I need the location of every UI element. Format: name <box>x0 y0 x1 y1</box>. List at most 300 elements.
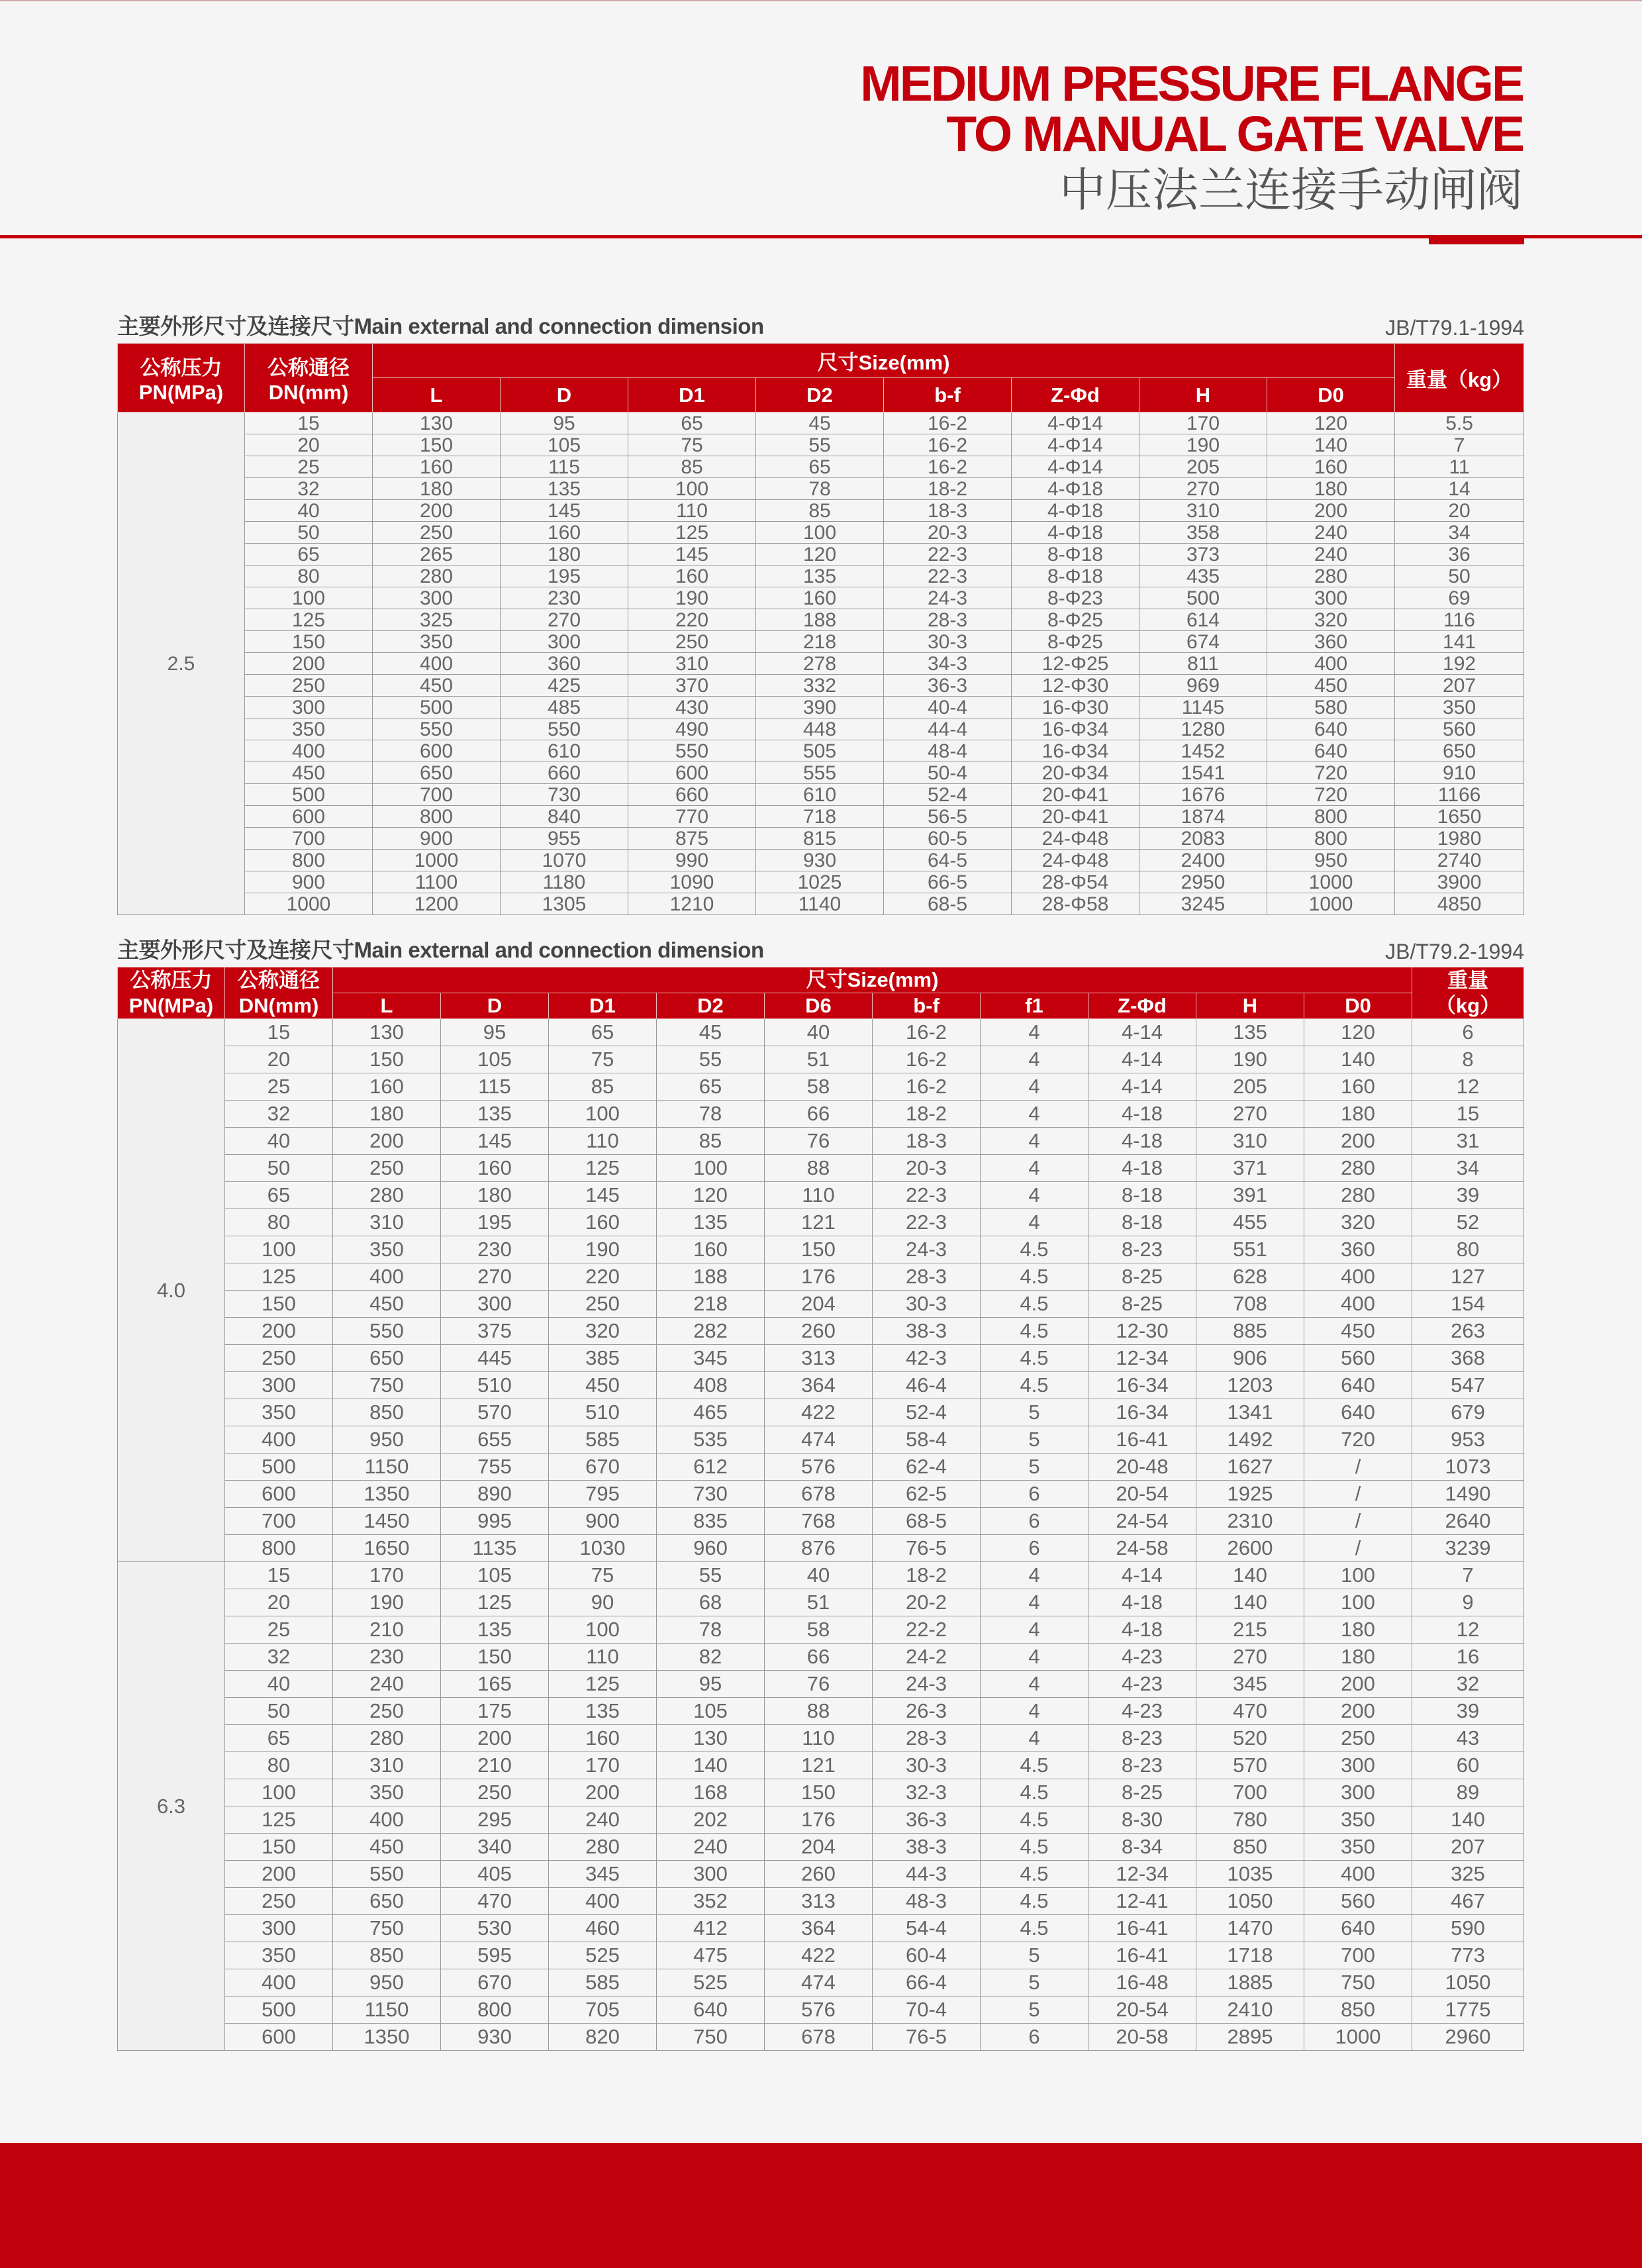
dimension-cell: 220 <box>549 1263 657 1291</box>
dimension-cell: 4-Φ14 <box>1012 413 1139 434</box>
table-row <box>118 1372 1524 1399</box>
dimension-cell: 85 <box>657 1128 765 1155</box>
dimension-cell: 150 <box>765 1779 873 1806</box>
dimension-cell: 500 <box>1139 587 1267 609</box>
dimension-cell: 240 <box>1267 544 1395 566</box>
dimension-cell: 55 <box>756 434 884 456</box>
weight-cell: 590 <box>1412 1915 1524 1942</box>
dimension-cell: 708 <box>1196 1291 1304 1318</box>
dimension-cell: 4-18 <box>1088 1101 1196 1128</box>
dimension-cell: 38-3 <box>873 1834 981 1861</box>
dimension-cell: 2600 <box>1196 1535 1304 1562</box>
dn-cell: 15 <box>225 1019 333 1046</box>
dimension-cell: 310 <box>1139 500 1267 522</box>
dimension-cell: 2895 <box>1196 2024 1304 2051</box>
dimension-cell: 3245 <box>1139 893 1267 915</box>
table-row <box>118 1236 1524 1263</box>
dimension-cell: 150 <box>373 434 501 456</box>
dimension-cell: 400 <box>333 1806 441 1834</box>
dimension-cell: 16-Φ34 <box>1012 718 1139 740</box>
table-row <box>118 1454 1524 1481</box>
dimension-cell: 960 <box>657 1535 765 1562</box>
dimension-cell: 190 <box>1139 434 1267 456</box>
dimension-cell: 1650 <box>333 1535 441 1562</box>
dn-cell: 25 <box>225 1073 333 1101</box>
dimension-cell: 1885 <box>1196 1969 1304 1997</box>
dimension-cell: 340 <box>441 1834 549 1861</box>
pressure-cell: 2.5 <box>118 413 245 915</box>
weight-cell: 16 <box>1412 1644 1524 1671</box>
dimension-cell: 200 <box>1304 1671 1412 1698</box>
dn-cell: 100 <box>225 1779 333 1806</box>
dimension-cell: 820 <box>549 2024 657 2051</box>
dimension-cell: 5 <box>981 1399 1088 1426</box>
dimension-cell: 135 <box>441 1616 549 1644</box>
dn-cell: 100 <box>245 587 373 609</box>
dimension-cell: 66 <box>765 1101 873 1128</box>
weight-cell: 5.5 <box>1395 413 1524 434</box>
dimension-cell: 18-3 <box>873 1128 981 1155</box>
dimension-cell: 18-3 <box>884 500 1012 522</box>
dimension-cell: 22-3 <box>873 1182 981 1209</box>
weight-cell: 116 <box>1395 609 1524 631</box>
dimension-cell: 280 <box>333 1725 441 1752</box>
weight-cell: 12 <box>1412 1616 1524 1644</box>
weight-cell: 20 <box>1395 500 1524 522</box>
dimension-cell: 180 <box>1304 1616 1412 1644</box>
dimension-cell: 34-3 <box>884 653 1012 675</box>
weight-cell: 1073 <box>1412 1454 1524 1481</box>
dimension-cell: 160 <box>756 587 884 609</box>
dimension-cell: 1203 <box>1196 1372 1304 1399</box>
table-row <box>118 1589 1524 1616</box>
dimension-cell: 140 <box>1196 1562 1304 1589</box>
dimension-cell: 100 <box>628 478 756 500</box>
dimension-cell: 332 <box>756 675 884 697</box>
dimension-cell: 310 <box>628 653 756 675</box>
table-row <box>118 1481 1524 1508</box>
dimension-cell: 28-3 <box>873 1725 981 1752</box>
weight-cell: 8 <box>1412 1046 1524 1073</box>
table-row <box>118 1155 1524 1182</box>
dimension-cell: 130 <box>657 1725 765 1752</box>
column-header: D6 <box>765 993 873 1019</box>
dimension-cell: 4 <box>981 1589 1088 1616</box>
table-row <box>118 1291 1524 1318</box>
weight-cell: 9 <box>1412 1589 1524 1616</box>
dimension-cell: 20-Φ41 <box>1012 806 1139 828</box>
dimension-cell: 260 <box>765 1861 873 1888</box>
weight-cell: 1980 <box>1395 828 1524 850</box>
dn-cell: 900 <box>245 871 373 893</box>
dimension-cell: 412 <box>657 1915 765 1942</box>
dn-cell: 600 <box>245 806 373 828</box>
dimension-cell: 600 <box>628 762 756 784</box>
pressure-cell: 6.3 <box>118 1562 225 2051</box>
dimension-cell: 352 <box>657 1888 765 1915</box>
dimension-cell: 65 <box>756 456 884 478</box>
column-header: D0 <box>1267 378 1395 413</box>
dimension-cell: 720 <box>1267 762 1395 784</box>
dn-cell: 200 <box>245 653 373 675</box>
dimension-cell: 200 <box>1267 500 1395 522</box>
dimension-cell: 160 <box>1267 456 1395 478</box>
dimension-cell: 475 <box>657 1942 765 1969</box>
dimension-cell: 60-5 <box>884 828 1012 850</box>
dimension-cell: 295 <box>441 1806 549 1834</box>
weight-cell: 39 <box>1412 1698 1524 1725</box>
dimension-cell: 4 <box>981 1046 1088 1073</box>
weight-cell: 368 <box>1412 1345 1524 1372</box>
table-row <box>118 697 1524 718</box>
dimension-cell: 500 <box>373 697 501 718</box>
dimension-cell: 160 <box>441 1155 549 1182</box>
dimension-cell: 811 <box>1139 653 1267 675</box>
dimension-cell: 20-2 <box>873 1589 981 1616</box>
header-dn <box>245 344 373 413</box>
dimension-cell: 26-3 <box>873 1698 981 1725</box>
dimension-cell: 875 <box>628 828 756 850</box>
dimension-cell: 180 <box>373 478 501 500</box>
dimension-cell: 345 <box>657 1345 765 1372</box>
dimension-cell: 6 <box>981 1508 1088 1535</box>
dimension-cell: 95 <box>501 413 628 434</box>
table-row <box>118 1209 1524 1236</box>
column-header: H <box>1139 378 1267 413</box>
dimension-cell: 85 <box>756 500 884 522</box>
column-header: b-f <box>873 993 981 1019</box>
column-header: D1 <box>549 993 657 1019</box>
dimension-cell: 4-14 <box>1088 1019 1196 1046</box>
table-row <box>118 1399 1524 1426</box>
dimension-cell: 16-48 <box>1088 1969 1196 1997</box>
dimension-cell: 700 <box>373 784 501 806</box>
dimension-cell: 30-3 <box>873 1291 981 1318</box>
dimension-cell: 8-25 <box>1088 1291 1196 1318</box>
dimension-cell: 230 <box>333 1644 441 1671</box>
dimension-cell: 612 <box>657 1454 765 1481</box>
dn-cell: 32 <box>245 478 373 500</box>
dimension-cell: 576 <box>765 1454 873 1481</box>
dimension-cell: 2410 <box>1196 1997 1304 2024</box>
dn-cell: 20 <box>245 434 373 456</box>
dimension-cell: 585 <box>549 1426 657 1454</box>
header-pn <box>118 967 225 1019</box>
weight-cell: 31 <box>1412 1128 1524 1155</box>
dimension-cell: 140 <box>1267 434 1395 456</box>
dimension-cell: 180 <box>1304 1644 1412 1671</box>
dimension-cell: 28-3 <box>873 1263 981 1291</box>
weight-cell: 263 <box>1412 1318 1524 1345</box>
dimension-cell: 270 <box>501 609 628 631</box>
dn-cell: 1000 <box>245 893 373 915</box>
dn-cell: 450 <box>245 762 373 784</box>
dimension-cell: 200 <box>1304 1128 1412 1155</box>
dn-cell: 15 <box>245 413 373 434</box>
table-row <box>118 871 1524 893</box>
dimension-cell: 560 <box>1304 1345 1412 1372</box>
dimension-cell: 320 <box>549 1318 657 1345</box>
title-english-line-1: MEDIUM PRESSURE FLANGE <box>860 56 1523 111</box>
dimension-cell: 176 <box>765 1263 873 1291</box>
table-row <box>118 850 1524 871</box>
dimension-cell: 510 <box>441 1372 549 1399</box>
dimension-cell: 282 <box>657 1318 765 1345</box>
weight-cell: 127 <box>1412 1263 1524 1291</box>
dimension-cell: 58 <box>765 1616 873 1644</box>
dimension-cell: 40 <box>765 1019 873 1046</box>
dimension-cell: 8-Φ18 <box>1012 544 1139 566</box>
dn-cell: 700 <box>245 828 373 850</box>
weight-cell: 50 <box>1395 566 1524 587</box>
dimension-cell: 32-3 <box>873 1779 981 1806</box>
dimension-cell: 371 <box>1196 1155 1304 1182</box>
dimension-cell: 300 <box>373 587 501 609</box>
dimension-cell: 1452 <box>1139 740 1267 762</box>
table-row <box>118 456 1524 478</box>
dimension-cell: 130 <box>333 1019 441 1046</box>
dimension-cell: 1541 <box>1139 762 1267 784</box>
header-size: 尺寸Size(mm) <box>333 967 1412 993</box>
dimension-cell: 115 <box>501 456 628 478</box>
dimension-cell: 170 <box>1139 413 1267 434</box>
dimension-cell: 125 <box>441 1589 549 1616</box>
dimension-section-1 <box>117 314 1524 915</box>
dimension-cell: 2310 <box>1196 1508 1304 1535</box>
dimension-cell: 4.5 <box>981 1263 1088 1291</box>
dimension-cell: 1035 <box>1196 1861 1304 1888</box>
dimension-cell: 250 <box>1304 1725 1412 1752</box>
weight-cell: 4850 <box>1395 893 1524 915</box>
dimension-cell: 8-18 <box>1088 1182 1196 1209</box>
dimension-table-2 <box>117 967 1524 2051</box>
dimension-cell: 6 <box>981 1535 1088 1562</box>
dimension-cell: 24-Φ48 <box>1012 850 1139 871</box>
dimension-cell: 815 <box>756 828 884 850</box>
dimension-cell: 4-18 <box>1088 1589 1196 1616</box>
dimension-cell: 450 <box>1267 675 1395 697</box>
dimension-cell: 5 <box>981 1997 1088 2024</box>
dimension-cell: 400 <box>1304 1291 1412 1318</box>
dimension-cell: 230 <box>501 587 628 609</box>
dn-cell: 25 <box>225 1616 333 1644</box>
dimension-cell: 422 <box>765 1942 873 1969</box>
dimension-cell: 1450 <box>333 1508 441 1535</box>
weight-cell: 12 <box>1412 1073 1524 1101</box>
table-row <box>118 762 1524 784</box>
dimension-cell: 1200 <box>373 893 501 915</box>
dimension-cell: 190 <box>333 1589 441 1616</box>
dn-cell: 500 <box>225 1454 333 1481</box>
dimension-cell: 8-23 <box>1088 1236 1196 1263</box>
dimension-cell: 200 <box>1304 1698 1412 1725</box>
header-dn-cn: 公称通径 <box>238 968 320 992</box>
dimension-cell: 510 <box>549 1399 657 1426</box>
dimension-cell: 678 <box>765 2024 873 2051</box>
weight-cell: 52 <box>1412 1209 1524 1236</box>
dimension-cell: 1676 <box>1139 784 1267 806</box>
column-header: D1 <box>628 378 756 413</box>
dimension-cell: 8-23 <box>1088 1752 1196 1779</box>
dimension-cell: 190 <box>549 1236 657 1263</box>
dimension-cell: 1350 <box>333 2024 441 2051</box>
dimension-cell: 391 <box>1196 1182 1304 1209</box>
dn-cell: 250 <box>225 1888 333 1915</box>
dimension-cell: 16-2 <box>873 1073 981 1101</box>
table-row <box>118 609 1524 631</box>
dimension-cell: 75 <box>549 1046 657 1073</box>
dimension-cell: 350 <box>373 631 501 653</box>
dimension-cell: 1070 <box>501 850 628 871</box>
table-row <box>118 1861 1524 1888</box>
header-pn-en: PN(MPa) <box>138 381 224 404</box>
table-row <box>118 1616 1524 1644</box>
column-header: L <box>373 378 501 413</box>
dimension-cell: 1350 <box>333 1481 441 1508</box>
dimension-cell: 135 <box>657 1209 765 1236</box>
dimension-cell: 205 <box>1139 456 1267 478</box>
dimension-cell: 1470 <box>1196 1915 1304 1942</box>
dimension-cell: 218 <box>756 631 884 653</box>
dimension-cell: 120 <box>1304 1019 1412 1046</box>
dimension-cell: 28-3 <box>884 609 1012 631</box>
dn-cell: 500 <box>225 1997 333 2024</box>
dn-cell: 350 <box>245 718 373 740</box>
header-weight-cn: 重量 <box>1447 968 1489 992</box>
weight-cell: 679 <box>1412 1399 1524 1426</box>
dimension-cell: 260 <box>765 1318 873 1345</box>
dimension-cell: 145 <box>441 1128 549 1155</box>
dimension-cell: 1150 <box>333 1997 441 2024</box>
dimension-cell: 12-41 <box>1088 1888 1196 1915</box>
table-row <box>118 784 1524 806</box>
dn-cell: 300 <box>225 1372 333 1399</box>
dimension-cell: 105 <box>441 1562 549 1589</box>
dimension-cell: 628 <box>1196 1263 1304 1291</box>
weight-cell: 773 <box>1412 1942 1524 1969</box>
dimension-cell: 360 <box>501 653 628 675</box>
table-row <box>118 1942 1524 1969</box>
dimension-cell: 16-Φ34 <box>1012 740 1139 762</box>
dimension-cell: 240 <box>549 1806 657 1834</box>
dn-cell: 65 <box>245 544 373 566</box>
dimension-cell: 4-Φ18 <box>1012 478 1139 500</box>
table-row <box>118 828 1524 850</box>
dimension-cell: 16-34 <box>1088 1399 1196 1426</box>
dn-cell: 80 <box>225 1752 333 1779</box>
dimension-cell: 360 <box>1304 1236 1412 1263</box>
dimension-cell: 20-54 <box>1088 1997 1196 2024</box>
dimension-cell: 135 <box>441 1101 549 1128</box>
dimension-cell: 30-3 <box>884 631 1012 653</box>
dimension-cell: 200 <box>373 500 501 522</box>
header-divider <box>0 235 1642 238</box>
weight-cell: 560 <box>1395 718 1524 740</box>
dimension-cell: 505 <box>756 740 884 762</box>
dimension-cell: 4-14 <box>1088 1562 1196 1589</box>
dimension-cell: 16-41 <box>1088 1915 1196 1942</box>
dimension-cell: 12-30 <box>1088 1318 1196 1345</box>
dimension-cell: 16-2 <box>884 456 1012 478</box>
dimension-cell: 180 <box>501 544 628 566</box>
dimension-cell: 121 <box>765 1209 873 1236</box>
dimension-cell: 4-Φ18 <box>1012 500 1139 522</box>
dimension-cell: 90 <box>549 1589 657 1616</box>
header-divider-accent <box>1429 235 1524 244</box>
dimension-cell: 55 <box>657 1046 765 1073</box>
header-pn-cn: 公称压力 <box>140 356 222 379</box>
pressure-cell: 4.0 <box>118 1019 225 1562</box>
dimension-cell: 5 <box>981 1942 1088 1969</box>
dimension-cell: 474 <box>765 1969 873 1997</box>
dimension-cell: 400 <box>1304 1861 1412 1888</box>
dimension-cell: 718 <box>756 806 884 828</box>
dimension-cell: 614 <box>1139 609 1267 631</box>
dimension-cell: 200 <box>441 1725 549 1752</box>
dimension-cell: 4-Φ14 <box>1012 434 1139 456</box>
dimension-cell: 660 <box>628 784 756 806</box>
dimension-cell: 375 <box>441 1318 549 1345</box>
dimension-cell: 135 <box>756 566 884 587</box>
dimension-cell: 930 <box>756 850 884 871</box>
dimension-cell: 320 <box>1304 1209 1412 1236</box>
dimension-cell: 4-23 <box>1088 1671 1196 1698</box>
dimension-cell: 16-2 <box>884 413 1012 434</box>
dimension-cell: 95 <box>441 1019 549 1046</box>
table-row <box>118 1535 1524 1562</box>
dn-cell: 800 <box>225 1535 333 1562</box>
dimension-cell: 110 <box>765 1182 873 1209</box>
dimension-cell: 4.5 <box>981 1888 1088 1915</box>
weight-cell: 80 <box>1412 1236 1524 1263</box>
dimension-cell: 550 <box>628 740 756 762</box>
dimension-cell: 1280 <box>1139 718 1267 740</box>
dimension-cell: 450 <box>333 1291 441 1318</box>
weight-cell: 6 <box>1412 1019 1524 1046</box>
dimension-cell: 950 <box>1267 850 1395 871</box>
dimension-cell: 195 <box>441 1209 549 1236</box>
dn-cell: 20 <box>225 1589 333 1616</box>
dimension-cell: 4.5 <box>981 1861 1088 1888</box>
dimension-cell: 22-3 <box>884 566 1012 587</box>
dn-cell: 500 <box>245 784 373 806</box>
dimension-cell: 250 <box>628 631 756 653</box>
dimension-cell: 4.5 <box>981 1291 1088 1318</box>
dn-cell: 400 <box>225 1426 333 1454</box>
dimension-cell: 24-Φ48 <box>1012 828 1139 850</box>
dimension-cell: 16-34 <box>1088 1372 1196 1399</box>
dn-cell: 300 <box>245 697 373 718</box>
dimension-cell: 170 <box>549 1752 657 1779</box>
dimension-cell: 95 <box>657 1671 765 1698</box>
dimension-cell: 670 <box>549 1454 657 1481</box>
dimension-cell: 140 <box>1304 1046 1412 1073</box>
dimension-cell: 5 <box>981 1426 1088 1454</box>
weight-cell: 3900 <box>1395 871 1524 893</box>
table-row <box>118 1888 1524 1915</box>
dimension-cell: 180 <box>441 1182 549 1209</box>
dimension-cell: 82 <box>657 1644 765 1671</box>
dimension-cell: 48-3 <box>873 1888 981 1915</box>
dimension-cell: 650 <box>373 762 501 784</box>
header-size: 尺寸Size(mm) <box>373 344 1395 378</box>
weight-cell: 1166 <box>1395 784 1524 806</box>
table-row <box>118 1182 1524 1209</box>
dn-cell: 32 <box>225 1101 333 1128</box>
column-header: Z-Φd <box>1012 378 1139 413</box>
dimension-cell: 640 <box>1267 718 1395 740</box>
dimension-cell: 204 <box>765 1291 873 1318</box>
